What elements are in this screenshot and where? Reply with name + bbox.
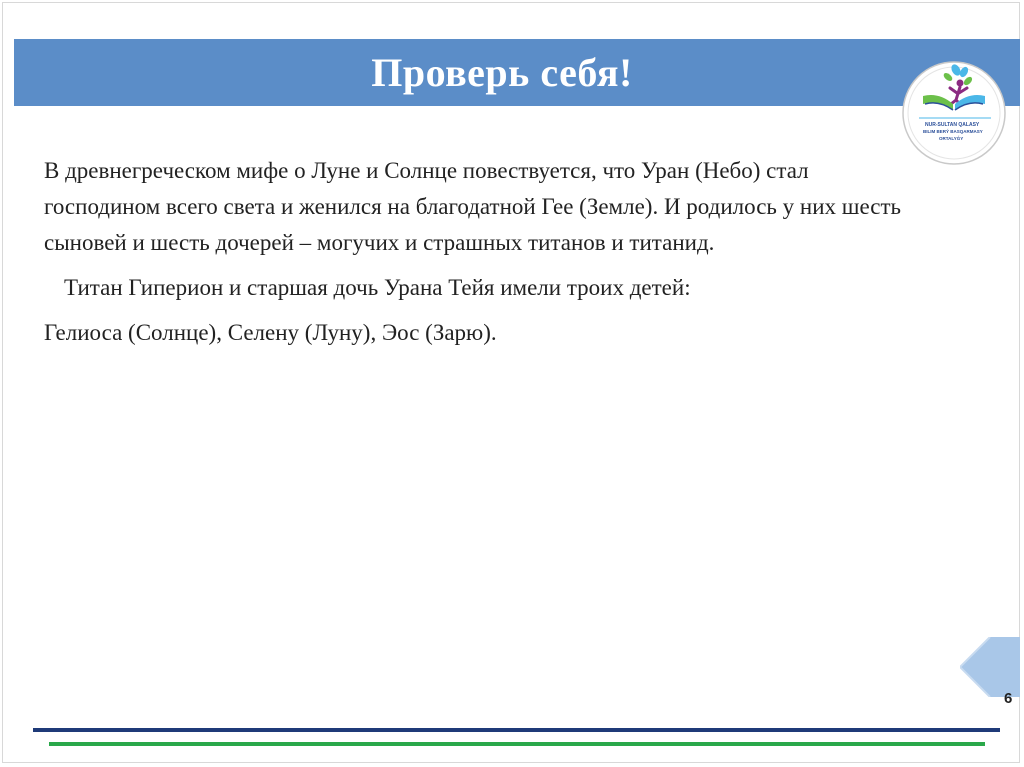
slide-body xyxy=(44,153,934,351)
paragraph-children: Гелиоса (Солнце), Селену (Луну), Эос (Зарю). xyxy=(44,320,497,345)
footer-rule-green xyxy=(49,742,985,746)
organization-logo xyxy=(901,60,1007,166)
logo-text-line2: BILIM BERÝ BASQARMASY xyxy=(923,129,983,134)
title-bar xyxy=(14,39,1020,106)
next-slide-button[interactable] xyxy=(960,637,1020,697)
page-number: 6 xyxy=(1004,690,1013,707)
logo-text-line3: ORTALYǴY xyxy=(939,136,964,141)
logo-text-line1: NUR-SULTAN QALASY xyxy=(925,122,980,128)
paragraph-hyperion: Титан Гиперион и старшая дочь Урана Тейя имели троих детей: xyxy=(64,275,691,300)
paragraph-myth-intro: В древнегреческом мифе о Луне и Солнце повествуется, что Уран (Небо) стал господином всего света и женился на благодатной Гее (Земле). И родилось у них шесть сыновей и шесть дочерей – могучих и страшных титанов и титанид. xyxy=(44,158,902,255)
slide-frame xyxy=(2,2,1020,763)
slide-title: Проверь себя! xyxy=(371,50,633,95)
footer-rule-blue xyxy=(33,728,1000,732)
book-with-child-logo-icon xyxy=(901,60,1007,166)
chevron-left-icon xyxy=(960,637,1020,697)
